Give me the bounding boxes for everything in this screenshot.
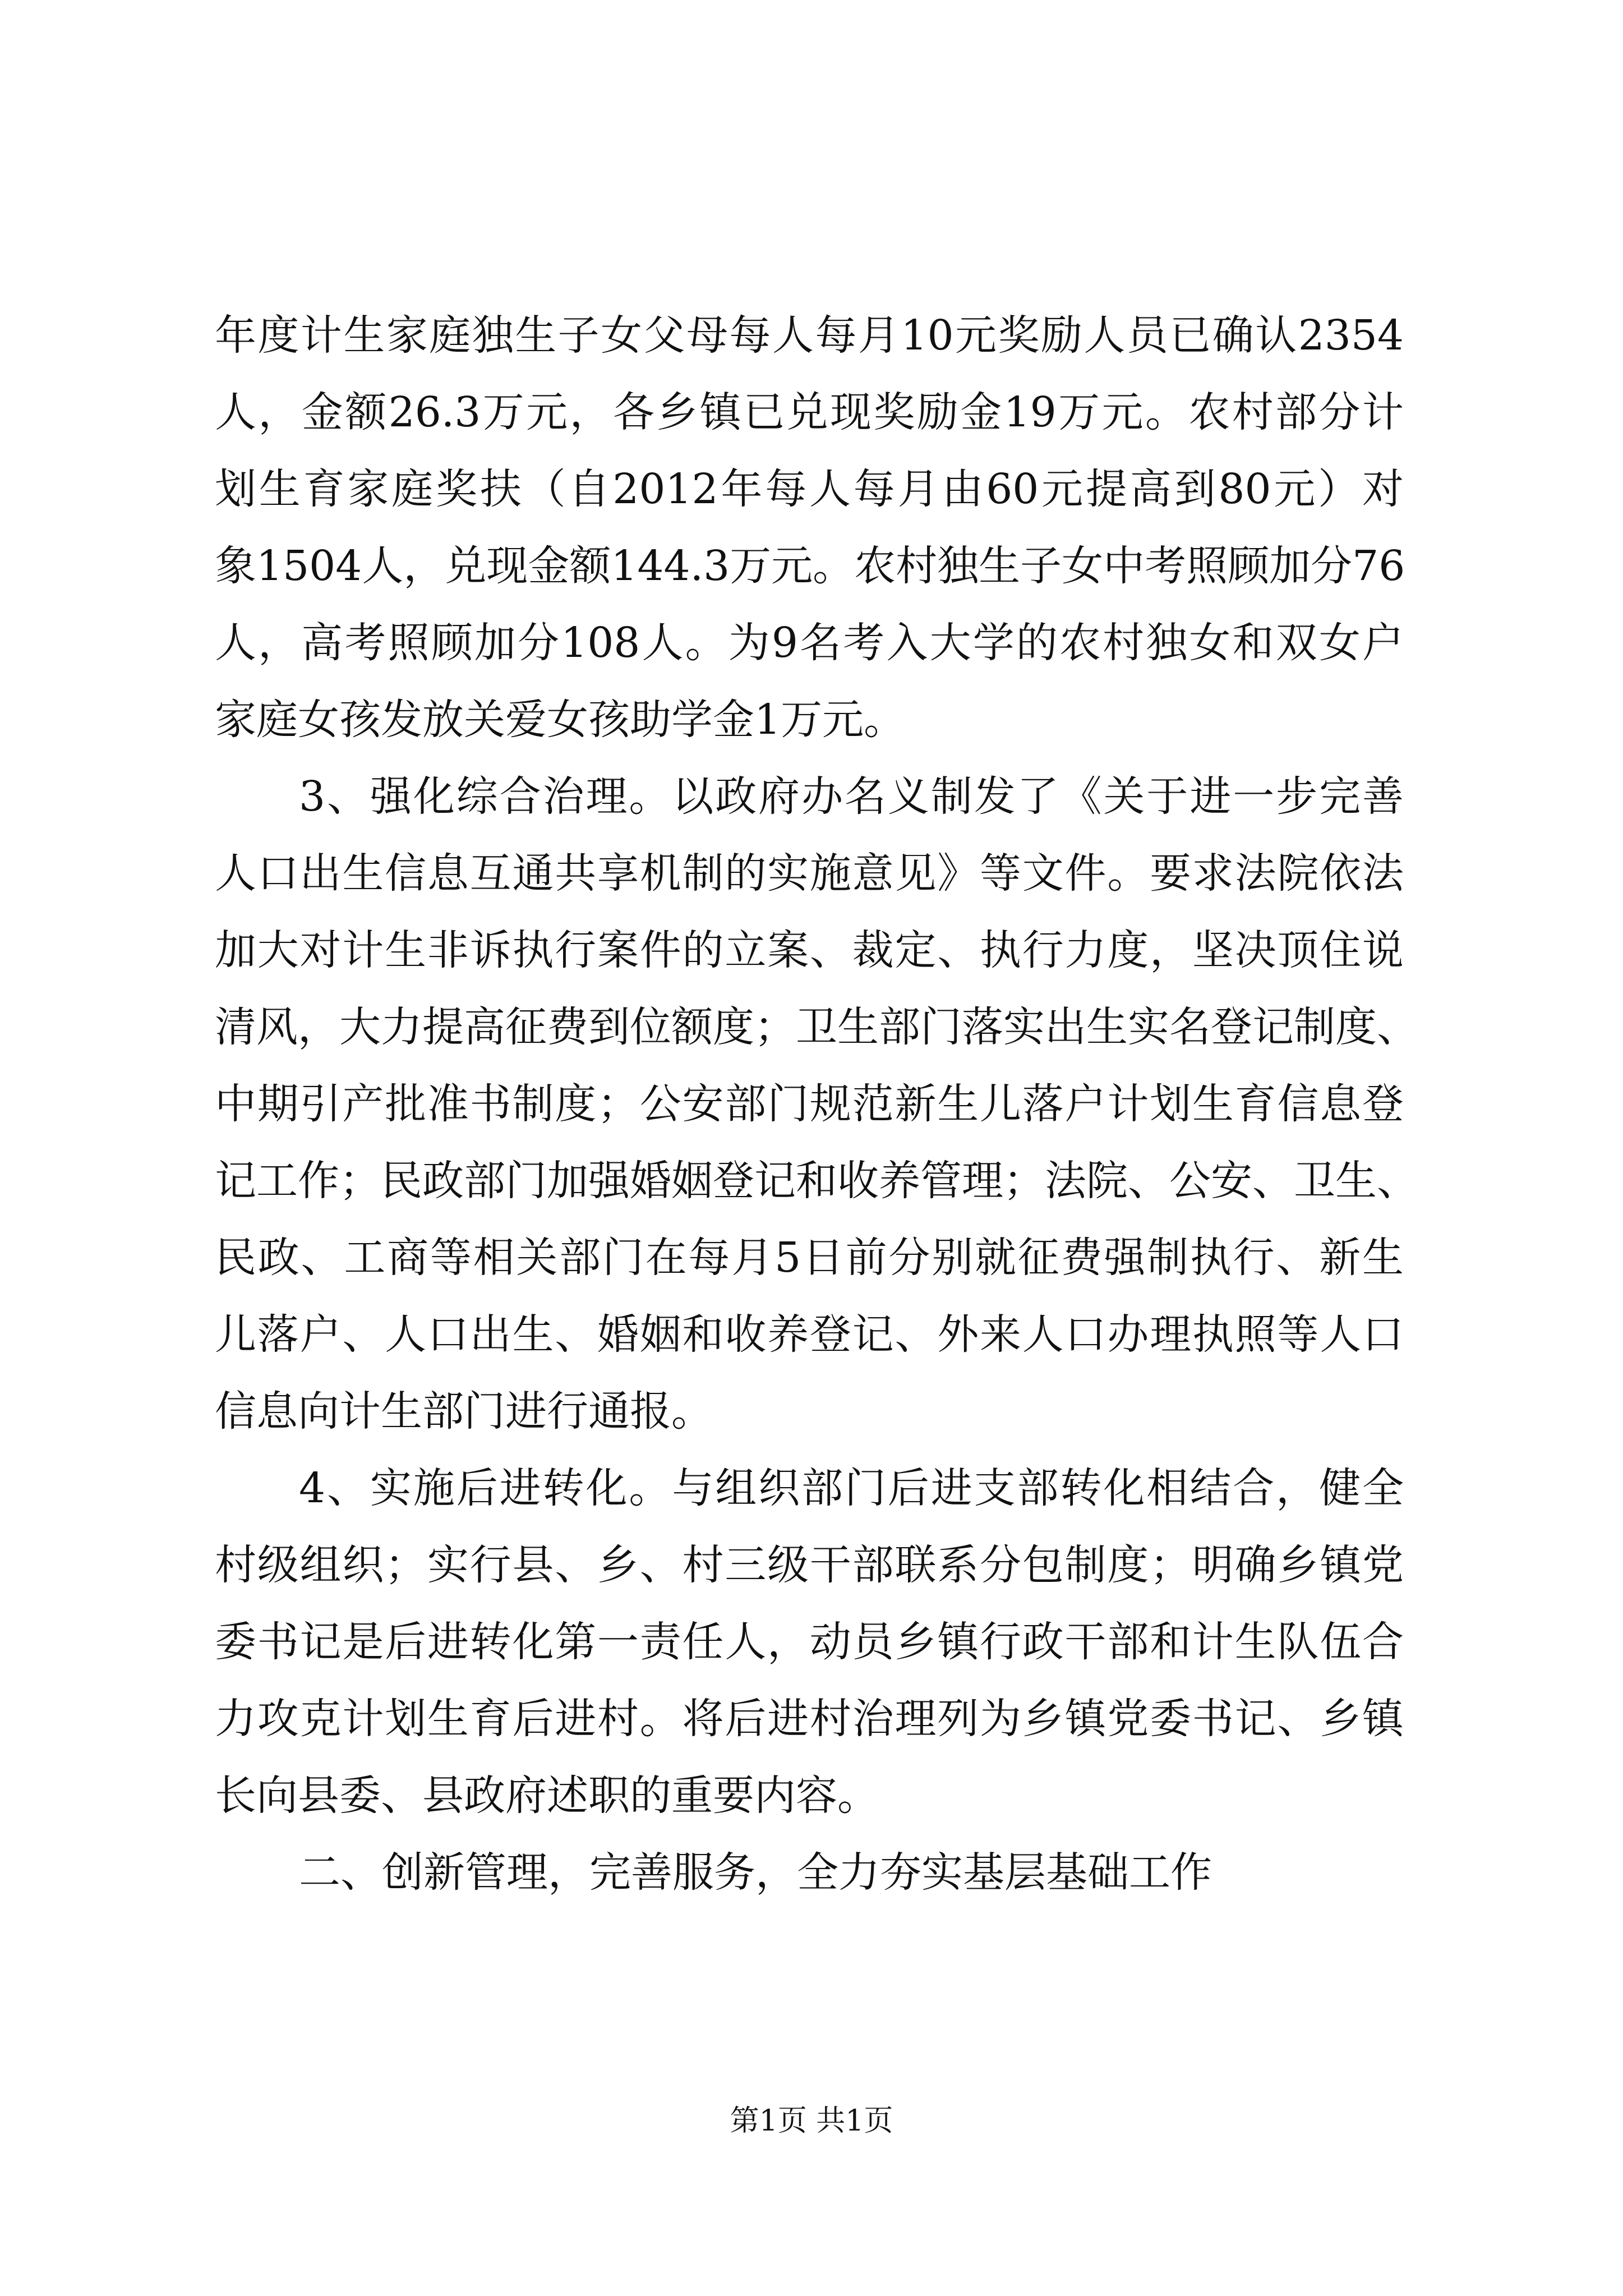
paragraph-3-line-5: 长向县委、县政府述职的重要内容。 <box>215 1772 879 1820</box>
paragraph-1-line-5: 人，高考照顾加分108人。为9名考入大学的农村独女和双女户 <box>215 619 1404 667</box>
paragraph-1-line-1: 年度计生家庭独生子女父母每人每月10元奖励人员已确认2354 <box>215 311 1404 360</box>
section-heading: 二、创新管理，完善服务，全力夯实基层基础工作 <box>299 1848 1212 1897</box>
paragraph-1-line-4: 象1504人，兑现金额144.3万元。农村独生子女中考照顾加分76 <box>215 542 1405 590</box>
paragraph-2-line-1: 3、强化综合治理。以政府办名义制发了《关于进一步完善 <box>299 772 1404 821</box>
page-number-footer: 第1页 共1页 <box>730 2104 893 2138</box>
document-body <box>215 297 1418 1911</box>
paragraph-1-line-2: 人，金额26.3万元，各乡镇已兑现奖励金19万元。农村部分计 <box>215 388 1404 436</box>
paragraph-3-line-2: 村级组织；实行县、乡、村三级干部联系分包制度；明确乡镇党 <box>215 1541 1404 1589</box>
paragraph-3-line-1: 4、实施后进转化。与组织部门后进支部转化相结合，健全 <box>299 1464 1404 1512</box>
paragraph-3-line-3: 委书记是后进转化第一责任人，动员乡镇行政干部和计生队伍合 <box>215 1618 1404 1666</box>
paragraph-2-line-8: 儿落户、人口出生、婚姻和收养登记、外来人口办理执照等人口 <box>215 1310 1404 1359</box>
paragraph-2-line-2: 人口出生信息互通共享机制的实施意见》等文件。要求法院依法 <box>215 849 1404 898</box>
paragraph-1-line-6: 家庭女孩发放关爱女孩助学金1万元。 <box>215 696 906 744</box>
paragraph-1-line-3: 划生育家庭奖扶（自2012年每人每月由60元提高到80元）对 <box>215 465 1404 513</box>
paragraph-3-line-4: 力攻克计划生育后进村。将后进村治理列为乡镇党委书记、乡镇 <box>215 1695 1404 1743</box>
paragraph-2-line-9: 信息向计生部门进行通报。 <box>215 1387 713 1435</box>
paragraph-2-line-4: 清风，大力提高征费到位额度；卫生部门落实出生实名登记制度、 <box>215 1003 1418 1051</box>
paragraph-2-line-3: 加大对计生非诉执行案件的立案、裁定、执行力度，坚决顶住说 <box>215 926 1404 974</box>
paragraph-2-line-5: 中期引产批准书制度；公安部门规范新生儿落户计划生育信息登 <box>215 1080 1404 1128</box>
paragraph-2-line-7: 民政、工商等相关部门在每月5日前分别就征费强制执行、新生 <box>215 1234 1404 1282</box>
paragraph-2-line-6: 记工作；民政部门加强婚姻登记和收养管理；法院、公安、卫生、 <box>215 1157 1418 1205</box>
